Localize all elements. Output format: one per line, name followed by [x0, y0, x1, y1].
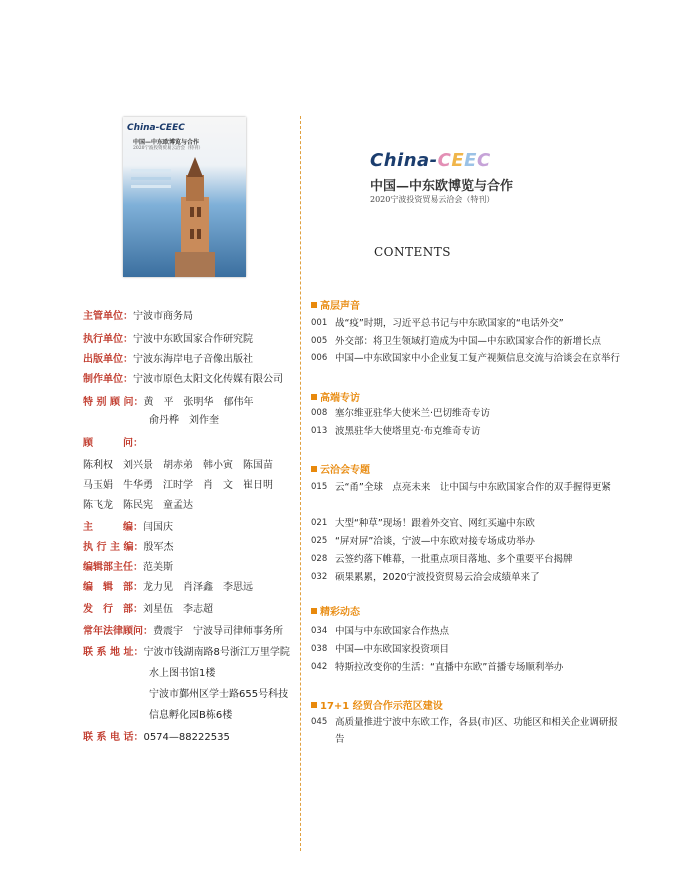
toc-page-number: 028 — [311, 554, 328, 564]
masthead-row — [83, 625, 283, 639]
toc-entry-title: 中国与中东欧国家合作热点 — [335, 626, 450, 637]
toc-page-number: 042 — [311, 662, 328, 672]
toc-entry[interactable] — [311, 479, 623, 496]
masthead-label: 编辑部主任： — [83, 562, 143, 573]
section-square-icon — [311, 394, 317, 400]
cover-title: 中国—中东欧博览与合作 — [133, 139, 200, 146]
masthead-value: 宁波市商务局 — [133, 311, 193, 322]
china-ceec-logo — [370, 150, 491, 171]
toc-section-heading — [311, 697, 443, 712]
toc-section-heading — [311, 297, 360, 312]
toc-entry[interactable] — [311, 423, 623, 440]
toc-page-number: 038 — [311, 644, 328, 654]
masthead-row — [83, 353, 253, 367]
masthead-label: 主管单位： — [83, 311, 133, 322]
cover-subtitle: 2020宁波投资贸易云洽会（特刊） — [133, 146, 203, 151]
masthead-row — [149, 709, 232, 723]
masthead-label: 执 行 主 编： — [83, 542, 144, 553]
toc-entry-title: 云签约落下帷幕，一批重点项目落地、多个重要平台揭牌 — [335, 554, 573, 565]
masthead-value: 0574—88222535 — [143, 732, 230, 743]
logo-letter: E — [451, 150, 465, 171]
masthead-label: 常年法律顾问： — [83, 626, 153, 637]
masthead-row — [149, 688, 288, 702]
toc-entry[interactable] — [311, 350, 623, 367]
toc-section-title: 高层声音 — [320, 301, 360, 312]
toc-page-number: 032 — [311, 572, 328, 582]
masthead-value: 殷军杰 — [143, 542, 174, 553]
masthead-value: 宁波市原色太阳文化传媒有限公司 — [133, 374, 283, 385]
toc-page-number: 013 — [311, 426, 328, 436]
toc-entry[interactable] — [311, 515, 623, 532]
cover-strip — [131, 169, 171, 172]
masthead-label: 发 行 部： — [83, 604, 143, 615]
toc-page-number: 034 — [311, 626, 328, 636]
logo-letter: E — [464, 150, 477, 171]
publication-subtitle: 2020宁波投资贸易云洽会（特刊） — [370, 195, 495, 204]
masthead-label: 顾 问： — [83, 438, 143, 449]
masthead-row — [83, 731, 230, 745]
masthead-row — [83, 479, 273, 493]
toc-section-title: 精彩动态 — [320, 607, 360, 618]
church-tower-illustration — [175, 157, 215, 277]
masthead-value: 马玉娟 牛华勇 江时学 肖 文 崔日明 — [83, 480, 273, 491]
toc-section-heading — [311, 603, 360, 618]
toc-entry-title: 云“甬”全球 点亮未来 让中国与中东欧国家合作的双手握得更紧 — [335, 482, 611, 493]
masthead-row — [149, 667, 215, 681]
masthead-value: 龙力见 肖泽鑫 李思远 — [143, 582, 253, 593]
toc-section-title: 云洽会专题 — [320, 465, 370, 476]
toc-page-number: 008 — [311, 408, 328, 418]
toc-entry-title: 中国—中东欧国家中小企业复工复产视频信息交流与洽谈会在京举行 — [335, 353, 621, 364]
masthead-label: 特 别 顾 问： — [83, 397, 144, 408]
toc-entry-title: 高质量推进宁波中东欧工作，各县(市)区、功能区和相关企业调研报告 — [335, 717, 618, 745]
masthead-value: 陈利权 刘兴景 胡赤弟 韩小寅 陈国苗 — [83, 460, 273, 471]
toc-entry-title: “屏对屏”洽谈，宁波—中东欧对接专场成功举办 — [335, 536, 535, 547]
masthead-label: 联 系 地 址： — [83, 647, 144, 658]
masthead-label: 制作单位： — [83, 374, 133, 385]
toc-entry[interactable] — [311, 623, 623, 640]
toc-entry[interactable] — [311, 315, 623, 332]
toc-page-number: 006 — [311, 353, 328, 363]
cover-strip — [131, 185, 171, 188]
toc-page-number: 001 — [311, 318, 328, 328]
toc-entry-title: 塞尔维亚驻华大使米兰·巴切维奇专访 — [335, 408, 491, 419]
masthead-row — [83, 581, 253, 595]
toc-entry[interactable] — [311, 714, 623, 748]
toc-entry-title: 外交部：将卫生领域打造成为中国—中东欧国家合作的新增长点 — [335, 336, 602, 347]
masthead-row — [83, 521, 173, 535]
masthead-row — [83, 437, 143, 451]
toc-entry-title: 硕果累累，2020宁波投资贸易云洽会成绩单来了 — [335, 572, 540, 583]
masthead-value: 水上图书馆1楼 — [149, 668, 216, 679]
toc-entry-title: 中国—中东欧国家投资项目 — [335, 644, 450, 655]
masthead-label: 主 编： — [83, 522, 143, 533]
masthead-value: 宁波东海岸电子音像出版社 — [133, 354, 253, 365]
toc-entry[interactable] — [311, 641, 623, 658]
masthead-label: 编 辑 部： — [83, 582, 143, 593]
toc-page-number: 015 — [311, 482, 328, 492]
toc-entry[interactable] — [311, 569, 623, 586]
masthead-value: 宁波中东欧国家合作研究院 — [133, 334, 253, 345]
toc-entry-title: 特斯拉改变你的生活：“直播中东欧”首播专场顺利举办 — [335, 662, 564, 673]
masthead-label: 联 系 电 话： — [83, 732, 144, 743]
masthead-row — [83, 373, 283, 387]
section-square-icon — [311, 608, 317, 614]
masthead-row — [83, 396, 253, 410]
toc-entry-title: 波黑驻华大使塔里克·布克维奇专访 — [335, 426, 481, 437]
toc-section-title: 17+1 经贸合作示范区建设 — [320, 701, 443, 712]
masthead-row — [83, 333, 253, 347]
toc-entry-title: 大型“种草”现场！跟着外交官、网红买遍中东欧 — [335, 518, 535, 529]
masthead-row — [149, 414, 219, 428]
cover-strip — [131, 177, 171, 180]
masthead-value: 刘星伍 李志超 — [143, 604, 213, 615]
toc-entry[interactable] — [311, 533, 623, 550]
publication-title: 中国—中东欧博览与合作 — [370, 179, 514, 194]
logo-text: China- — [370, 150, 438, 171]
masthead-label: 执行单位： — [83, 334, 133, 345]
masthead-row — [83, 541, 173, 555]
cover-image — [123, 117, 246, 277]
masthead-value: 宁波市鄞州区学士路655号科技 — [149, 689, 289, 700]
toc-page-number: 025 — [311, 536, 328, 546]
masthead-value: 宁波市钱湖南路8号浙江万里学院 — [143, 647, 290, 658]
masthead-row — [83, 646, 290, 660]
masthead-row — [83, 499, 193, 513]
toc-section-heading — [311, 389, 360, 404]
toc-entry[interactable] — [311, 551, 623, 568]
masthead-value: 闫国庆 — [143, 522, 173, 533]
masthead-value: 费震宇 宁波导司律师事务所 — [153, 626, 283, 637]
masthead-row — [83, 310, 193, 324]
contents-heading: CONTENTS — [374, 245, 452, 259]
section-square-icon — [311, 702, 317, 708]
toc-entry[interactable] — [311, 659, 623, 676]
section-square-icon — [311, 466, 317, 472]
toc-entry[interactable] — [311, 333, 623, 350]
masthead-value: 范美斯 — [143, 562, 173, 573]
masthead-row — [83, 603, 213, 617]
toc-page-number: 045 — [311, 717, 328, 727]
toc-page-number: 005 — [311, 336, 328, 346]
masthead-value: 俞丹桦 刘作奎 — [149, 415, 219, 426]
masthead-row — [83, 459, 273, 473]
masthead-value: 陈飞龙 陈民宪 童孟达 — [83, 500, 193, 511]
masthead-value: 信息孵化园B栋6楼 — [149, 710, 233, 721]
toc-section-heading — [311, 461, 370, 476]
column-divider — [300, 116, 301, 851]
masthead-row — [83, 561, 173, 575]
logo-letter: C — [437, 150, 452, 171]
section-square-icon — [311, 302, 317, 308]
masthead-label: 出版单位： — [83, 354, 133, 365]
logo-letter: C — [476, 150, 491, 171]
toc-entry[interactable] — [311, 405, 623, 422]
masthead-value: 黄 平 张明华 郁伟年 — [143, 397, 254, 408]
toc-page-number: 021 — [311, 518, 328, 528]
toc-entry-title: 战“疫”时期，习近平总书记与中东欧国家的“电话外交” — [335, 318, 564, 329]
cover-brand: China-CEEC — [127, 123, 185, 133]
toc-section-title: 高端专访 — [320, 393, 360, 404]
